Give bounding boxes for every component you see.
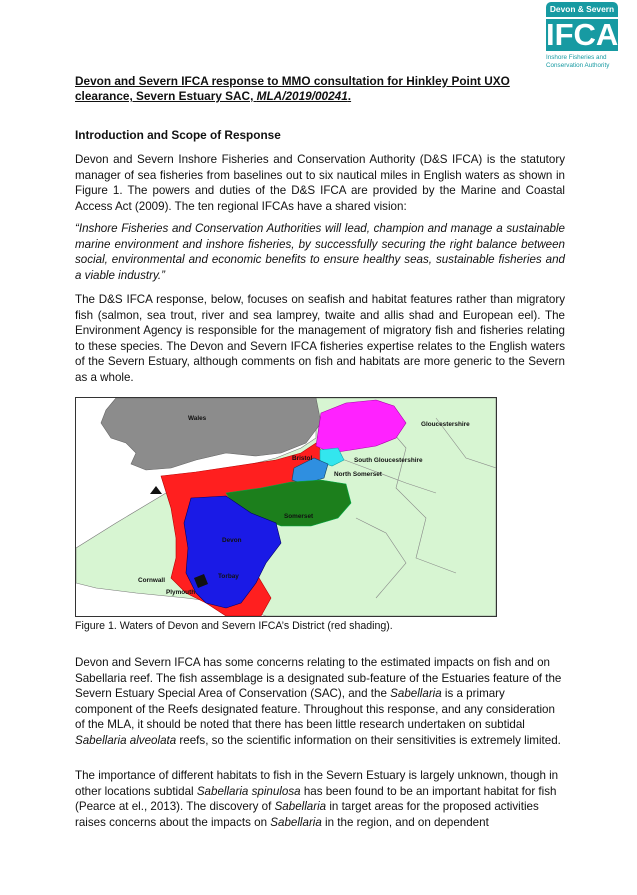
para4-text-e: in target areas for the proposed activities raises concerns about the impacts on	[75, 800, 539, 829]
para3-text-c: is a primary component of the Reefs designated feature. Throughout this response, and any consideration of the MLA, it should be noted that there has been little research undertaken on subtidal	[75, 687, 555, 732]
title-end: .	[347, 89, 352, 103]
paragraph-scope: The D&S IFCA response, below, focuses on seafish and habitat features rather than migratory fish (salmon, sea trout, river and sea lamprey, twaite and allis shad and European eel). The Environment Agency is responsible for the management of migratory fish and fisheries relating to these species. The Devon and Severn IFCA fisheries expertise relates to the English waters of the Severn Estuary, although comments on fish and habitats are more generic to the Severn as a whole.	[75, 293, 565, 384]
para3-text-a: Devon and Severn IFCA has some concerns relating to the estimated impacts on fish and on Sabellaria reef. The fish assemblage is a designated sub-feature of the Estuaries feature of the Severn Estuary Special Area of Conservation (SAC), and the	[75, 656, 562, 701]
label-south-glos: South Gloucestershire	[354, 457, 423, 464]
paragraph-concerns	[75, 655, 565, 749]
paragraph-intro: Devon and Severn Inshore Fisheries and Conservation Authority (D&S IFCA) is the statutory manager of sea fisheries from baselines out to six nautical miles in English waters as shown in Figure 1. The powers and duties of the D&S IFCA are provided by the Marine and Coastal Access Act (2009). The ten regional IFCAs have a shared vision:	[75, 153, 565, 213]
logo-banner: Devon & Severn	[546, 2, 618, 17]
label-gloucestershire: Gloucestershire	[421, 421, 470, 428]
para4-text-g: in the region, and on dependent	[321, 815, 489, 829]
section-heading: Introduction and Scope of Response	[75, 128, 281, 142]
logo-subtitle: Inshore Fisheries and Conservation Authority	[546, 54, 610, 69]
para4-text-c: has been found to be an important habitat for fish (Pearce at el., 2013). The discovery of	[75, 784, 557, 814]
label-somerset: Somerset	[284, 513, 314, 520]
para4-species-c: Sabellaria	[270, 815, 322, 829]
label-plymouth: Plymouth	[166, 589, 196, 596]
logo-mark: IFCA	[546, 17, 619, 52]
vision-quote: “Inshore Fisheries and Conservation Authorities will lead, champion and manage a sustainable marine environment and inshore fisheries, by successfully securing the right balance between social, environmental and economic benefits to ensure healthy seas, sustainable fisheries and a viable industry.”	[75, 222, 565, 282]
para4-text-a: The importance of different habitats to fish in the Severn Estuary is largely unknown, though in other locations subtidal	[75, 769, 559, 798]
label-bristol: Bristol	[292, 455, 313, 462]
para3-species-a: Sabellaria	[390, 687, 442, 701]
para3-text-e: reefs, so the scientific information on their sensitivities is extremely limited.	[176, 733, 561, 747]
title-text: Devon and Severn IFCA response to MMO consultation for Hinkley Point UXO clearance, Severn Estuary SAC,	[75, 74, 510, 103]
figure-caption: Figure 1. Waters of Devon and Severn IFCA’s District (red shading).	[75, 620, 393, 632]
document-title	[75, 74, 535, 104]
para3-species-b: Sabellaria alveolata	[75, 733, 177, 747]
label-wales: Wales	[188, 415, 207, 422]
label-north-somerset: North Somerset	[334, 471, 382, 478]
label-devon: Devon	[222, 537, 242, 544]
label-torbay: Torbay	[218, 573, 239, 580]
para4-species-a: Sabellaria spinulosa	[196, 784, 301, 798]
ifca-logo	[546, 2, 618, 69]
district-map	[75, 397, 497, 617]
label-cornwall: Cornwall	[138, 577, 165, 584]
para4-species-b: Sabellaria	[274, 800, 327, 814]
paragraph-habitats	[75, 768, 565, 830]
title-reference: MLA/2019/00241	[256, 89, 348, 103]
